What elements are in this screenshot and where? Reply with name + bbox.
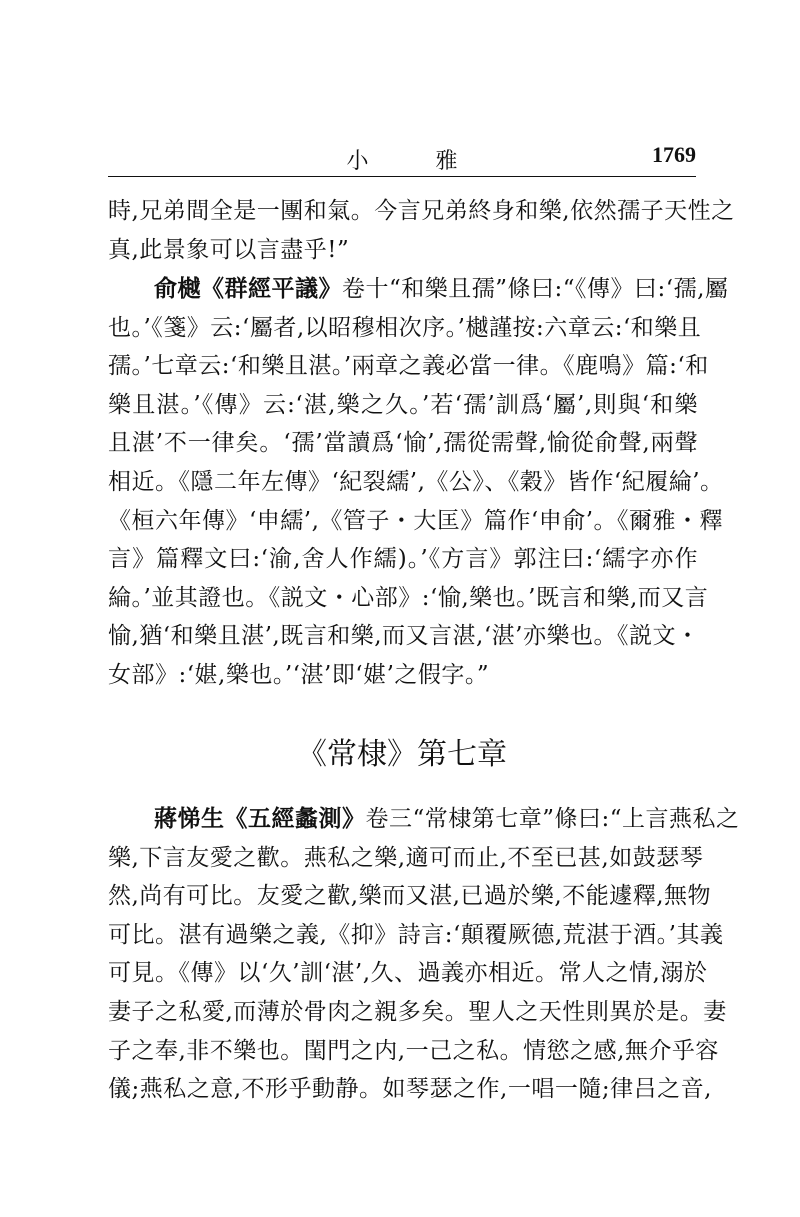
text-line: 真,此景象可以言盡乎!”	[108, 236, 350, 263]
running-title: 小 雅	[346, 149, 488, 174]
page-number: 1769	[652, 142, 696, 167]
text-line: 樂且湛。’《傳》云:‘湛,樂之久。’若‘孺’訓爲‘屬’,則與‘和樂	[108, 391, 698, 418]
text-line: 也。’《箋》云:‘屬者,以昭穆相次序。’樾謹按:六章云:‘和樂且	[108, 314, 702, 341]
running-header	[108, 138, 696, 174]
text-line: 然,尚有可比。友愛之歡,樂而又湛,已過於樂,不能遽釋,無物	[108, 883, 712, 910]
text-run: 卷三“常棣第七章”條曰:“上言燕私之	[365, 806, 740, 832]
text-line: 愉,猶‘和樂且湛’,既言和樂,而又言湛,‘湛’亦樂也。《説文・	[108, 623, 700, 650]
text-line: 可比。湛有過樂之義,《抑》詩言:‘顛覆厥德,荒湛于酒。’其義	[108, 921, 724, 948]
text-line: 可見。《傳》以‘久’訓‘湛’,久、過義亦相近。常人之情,溺於	[108, 960, 708, 987]
text-line	[108, 270, 729, 309]
text-line: 綸。’並其證也。《説文・心部》:‘愉,樂也。’既言和樂,而又言	[108, 584, 709, 611]
cited-author: 蔣悌生《五經蠡測》	[154, 805, 366, 832]
section-heading: 《常棣》第七章	[297, 737, 507, 772]
paragraph-jiang-tisheng	[108, 800, 740, 1109]
text-run: 卷十“和樂且孺”條曰:“《傳》曰:‘孺,屬	[342, 276, 729, 302]
text-line: 言》篇釋文曰:‘渝,舍人作繻)。’《方言》郭注曰:‘繻字亦作	[108, 546, 698, 573]
text-line: 儀;燕私之意,不形乎動静。如琴瑟之作,一唱一隨;律吕之音,	[108, 1076, 712, 1103]
cited-author: 俞樾《群經平議》	[154, 275, 342, 302]
text-line: 孺。’七章云:‘和樂且湛。’兩章之義必當一律。《鹿鳴》篇:‘和	[108, 353, 709, 380]
text-line: 時,兄弟間全是一團和氣。今言兄弟終身和樂,依然孺子天性之	[108, 198, 735, 224]
text-line: 《桓六年傳》‘申繻’,《管子・大匡》篇作‘申俞’。《爾雅・釋	[108, 507, 724, 534]
text-line: 相近。《隱二年左傳》‘紀裂繻’,《公》、《穀》皆作‘紀履綸’。	[108, 468, 724, 495]
text-line: 女部》:‘媅,樂也。’‘湛’即‘媅’之假字。”	[108, 661, 490, 688]
text-line: 且湛’不一律矣。‘孺’當讀爲‘愉’,孺從需聲,愉從俞聲,兩聲	[108, 430, 698, 457]
header-rule	[108, 176, 696, 177]
text-line: 樂,下言友愛之歡。燕私之樂,適可而止,不至已甚,如鼓瑟琴	[108, 844, 704, 871]
text-line: 妻子之私愛,而薄於骨肉之親多矣。聖人之天性則異於是。妻	[108, 998, 727, 1025]
text-line	[108, 800, 740, 839]
text-line: 子之奉,非不樂也。閨門之内,一己之私。情慾之感,無介乎容	[108, 1037, 719, 1064]
paragraph-continuation	[108, 192, 735, 269]
paragraph-yu-yue	[108, 270, 729, 695]
